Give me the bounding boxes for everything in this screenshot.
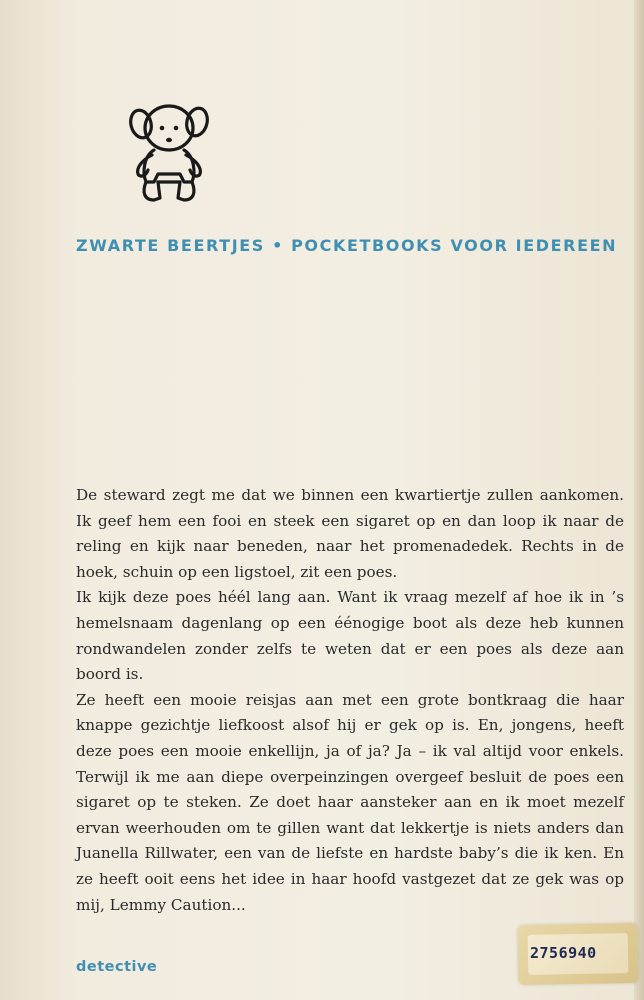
cover-edge (634, 0, 644, 1000)
blurb-text (76, 483, 624, 918)
blurb-paragraph: Ik kijk deze poes héél lang aan. Want ik vraag mezelf af hoe ik in ’s hemelsnaam dagenlang op een éénogige boot als deze heb kunnen rondwandelen zonder zelfs te weten dat er een poes als deze aan boord is. (76, 588, 624, 684)
blurb-paragraph: De steward zegt me dat we binnen een kwartiertje zullen aankomen. Ik geef hem een fooi en steek een sigaret op en dan loop ik naar de reling en kijk naar beneden, naar het promenadedek. Rechts in de hoek, schuin op een ligstoel, zit een poes. (76, 486, 624, 581)
sticker-code: 2756940 (530, 944, 597, 962)
genre-label: detective (76, 959, 158, 975)
series-title: ZWARTE BEERTJES • POCKETBOOKS VOOR IEDEREEN (76, 236, 618, 255)
bear-icon (124, 100, 214, 210)
blurb-paragraph: Ze heeft een mooie reisjas aan met een grote bontkraag die haar knappe gezichtje liefkoost alsof hij er gek op is. En, jongens, heeft deze poes een mooie enkellijn, ja of ja? Ja – ik val altijd voor enkels. Terwijl ik me aan diepe overpeinzingen overgeef besluit de poes een sigaret op te steken. Ze doet haar aansteker aan en ik moet mezelf ervan weerhouden om te gillen want dat lekkertje is niets anders dan Juanella Rillwater, een van de liefste en hardste baby’s die ik ken. En ze heeft ooit eens het idee in haar hoofd vastgezet dat ze gek was op mij, Lemmy Caution... (76, 690, 624, 914)
